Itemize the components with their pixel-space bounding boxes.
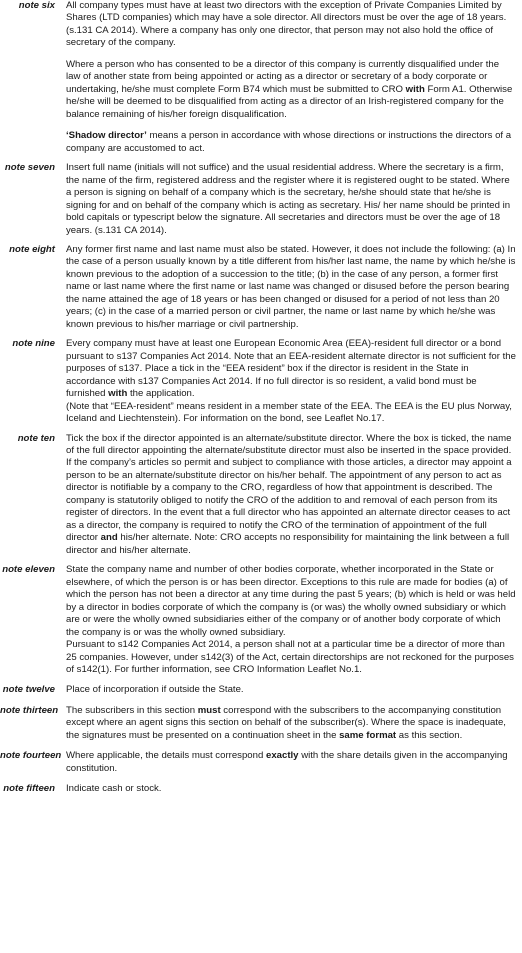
- text-run: Form A1. Otherwise he/she will be deemed to be disqualified from acting as a director of an Irish-registered company for the balance remaining of his/her foreign disqualification.: [66, 83, 513, 120]
- note-body: [66, 0, 516, 155]
- note-body: [66, 244, 516, 331]
- note-label: note fifteen: [3, 783, 55, 795]
- note-body: [66, 338, 516, 425]
- emphasis-text: with: [108, 388, 128, 400]
- emphasis-text: must: [197, 704, 221, 716]
- note-nine: [0, 338, 516, 425]
- text-run: with the share details given in the accompanying constitution.: [66, 750, 508, 774]
- note-twelve: [0, 684, 516, 696]
- text-run: means a person in accordance with whose directions or instructions the directors of a company are accustomed to act.: [66, 130, 512, 154]
- note-label: note ten: [17, 432, 55, 444]
- note-paragraph: All company types must have at least two directors with the exception of Private Companies Limited by Shares (LTD companies) which may have a sole director. All directors must be over the age of 18 years. (s.131 CA 2014). Where a company has only one director, that person may not also hold the office of secretary of the company.: [66, 0, 507, 49]
- note-body: [66, 783, 516, 795]
- text-run: Where applicable, the details must correspond: [66, 750, 266, 762]
- note-body: [66, 750, 516, 775]
- text-run: the application.: [127, 388, 195, 400]
- note-paragraph: [66, 130, 516, 155]
- note-body: [66, 705, 516, 742]
- emphasis-text: and: [100, 532, 118, 544]
- note-paragraph: Tick the box if the director appointed is an alternate/substitute director. Where the box is ticked, the name of the full director appointing the alternate/substitute director must also be inserted in the space provided.: [66, 432, 512, 456]
- emphasis-text: same format: [339, 729, 397, 741]
- note-paragraph: Insert full name (initials will not suffice) and the usual residential address. Where the secretary is a firm, the name of the firm, registered address and the register where it is registered ought to be stated. Where a person is signing on behalf of a company which is the secretary, he/she should state that he/she is signing for and on behalf of the company which is acting as secretary. His/ her name should be printed in bold capitals or typescript below the signature. All secretaries and directors must be over the age of 18 years. (s.131 CA 2014).: [66, 162, 511, 236]
- note-paragraph: [66, 59, 516, 121]
- note-label: note seven: [4, 162, 55, 174]
- note-fifteen: [0, 783, 516, 795]
- note-paragraph: Any former first name and last name must also be stated. However, it does not include the following: (a) In the case of a person usually known by a title different from his/her last name, the name by which he/she is known previous to the adoption of a succession to the title; (b) in the case of any person, a former first name or last name where the first name or last name was changed or disused before the person bearing the name attained the age of 18 years or has been changed or disused for a period of not less than 20 years; (c) in the case of a married person or civil partner, the name or last name by which he/she was known previous to his/her marriage or civil partnership.: [66, 243, 516, 330]
- note-seven: [0, 162, 516, 237]
- note-paragraph: Pursuant to s142 Companies Act 2014, a person shall not at a particular time be a director of more than 25 companies. However, under s142(3) of the Act, certain directorships are not reckoned for the purposes of s142(1). For further information, see CRO Information Leaflet No.1.: [66, 639, 514, 675]
- note-label: note twelve: [2, 684, 55, 696]
- note-label: note six: [18, 0, 55, 11]
- note-paragraph: [66, 705, 516, 742]
- text-run: as this section.: [396, 729, 463, 741]
- emphasis-text: ‘Shadow director’: [66, 130, 147, 142]
- note-eight: [0, 244, 516, 331]
- note-label: note eight: [9, 243, 55, 255]
- note-paragraph: Place of incorporation if outside the State.: [66, 684, 244, 696]
- note-body: [66, 684, 516, 696]
- emphasis-text: exactly: [265, 750, 299, 762]
- note-six: [0, 0, 516, 155]
- note-paragraph: Indicate cash or stock.: [66, 783, 162, 795]
- note-paragraph: [66, 338, 516, 400]
- note-label: note eleven: [2, 564, 55, 576]
- note-paragraph: State the company name and number of other bodies corporate, whether incorporated in the State or elsewhere, of which the person is or has been director. Exceptions to this rule are made for bodies (a) of which the person has not been a director at any time during the past 5 years; (b) which is held or was held by a director in bodies corporate of which the company is (or was) the wholly owned subsidiary or which are or were the wholly owned subsidiaries either of the company or of another body corporate of which the company is or was the wholly owned subsidiary.: [66, 564, 516, 638]
- emphasis-text: with: [405, 83, 425, 95]
- text-run: his/her alternate. Note: CRO accepts no responsibility for maintaining the link between a full director and his/her alternate.: [66, 532, 510, 556]
- text-run: Where a person who has consented to be a director of this company is currently disqualified under the law of another state from being appointed or acting as a director or secretary of a body corporate or undertaking, he/she must complete Form B74 which must be submitted to CRO: [66, 58, 500, 95]
- note-fourteen: [0, 750, 516, 775]
- note-eleven: [0, 564, 516, 676]
- note-body: [66, 433, 516, 558]
- note-label: note thirteen: [0, 704, 59, 716]
- text-run: If the company’s articles so permit and subject to compliance with those articles, a director may appoint a person to be an alternate/substitute director on his/her behalf. The appointment of any person to act as director is notifiable by a company to the CRO, regardless of how that appointment is described. The company is statutorily obliged to notify the CRO of the addition to and removal of each person from its register of directors. In the event that a full director who has appointed an alternate director ceases to act as a director, the company is required to notify the CRO of the termination of appointment of the full director: [66, 457, 512, 544]
- note-paragraph: (Note that “EEA-resident” means resident in a member state of the EEA. The EEA is the EU plus Norway, Iceland and Liechtenstein). For information on the bond, see Leaflet No.17.: [66, 400, 512, 425]
- note-paragraph: [66, 457, 516, 557]
- note-label: note nine: [12, 338, 55, 350]
- note-paragraph: [66, 750, 516, 775]
- note-label: note fourteen: [0, 750, 62, 762]
- text-run: The subscribers in this section: [66, 704, 198, 716]
- text-run: correspond with the subscribers to the accompanying constitution except where an agent signs this section on behalf of the subscriber(s). Where the space is inadequate, the signatures must be presented on a continuation sheet in the: [66, 704, 506, 741]
- note-body: [66, 162, 516, 237]
- text-run: Every company must have at least one European Economic Area (EEA)-resident full director or a bond pursuant to s137 Companies Act 2014. Note that an EEA-resident alternate director is not sufficient for the purposes of s137. Place a tick in the “EEA resident” box if the director is resident in the State in accordance with s137 Companies Act 2014. If no full director is so resident, a valid bond must be furnished: [66, 338, 516, 400]
- note-thirteen: [0, 705, 516, 742]
- note-ten: [0, 433, 516, 558]
- note-body: [66, 564, 516, 676]
